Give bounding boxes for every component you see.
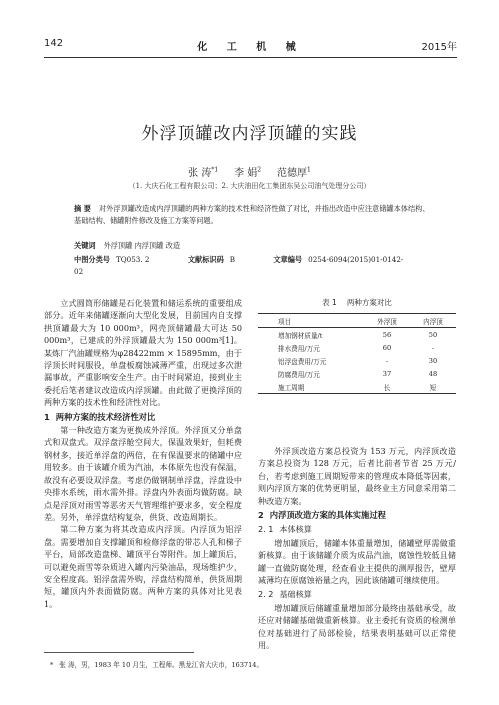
table-title: 两种方案对比	[346, 298, 392, 307]
keywords-text: 外浮顶罐 内浮顶罐 改造	[103, 241, 181, 250]
clc-value: TQ053. 2	[115, 255, 150, 264]
article-metadata	[74, 254, 434, 278]
author-affil-mark: 2	[257, 166, 262, 174]
author-name: 张 涛	[188, 168, 212, 179]
subsection-title: 基础核算	[279, 589, 312, 600]
table-cell: 48	[428, 369, 438, 378]
table-cell: 施工周期	[278, 383, 305, 392]
abstract-block	[74, 203, 435, 276]
table-cell: 铝浮盘费用/万元	[278, 357, 327, 366]
article-no-label: 文章编号	[273, 255, 303, 264]
section-heading	[44, 411, 242, 423]
table-row	[258, 328, 456, 342]
table-cell: 37	[382, 369, 392, 378]
table-cell: 长	[383, 383, 391, 392]
subsection-number: 2. 1	[258, 524, 274, 535]
author-list	[0, 164, 499, 179]
table-header-cell: 内浮顶	[423, 317, 443, 326]
body-paragraph: 外浮顶改造方案总投资为 153 万元，内浮顶改造方案总投资为 128 万元，后者比前者节省 25 万元/台，若考虑到施工周期短带来的管理成本降低等因素，则内浮顶方案的优势更明显，最终业主方同意采用第二种改造方案。	[258, 446, 456, 506]
table-cell: 增加钢材质量/t	[278, 331, 323, 340]
abstract	[74, 203, 435, 227]
section-title: 内浮顶改造方案的具体实施过程	[269, 510, 386, 521]
table-cell: -	[431, 343, 435, 352]
table-caption	[258, 297, 456, 308]
footnote-text: 张 涛，男，1983 年 10 月生，工程师。黑龙江省大庆市，163714。	[59, 661, 264, 669]
table-header-row	[258, 314, 456, 328]
subsection-number: 2. 2	[258, 589, 274, 600]
comparison-table	[258, 313, 456, 394]
table-row	[258, 354, 456, 367]
page-number: 142	[44, 38, 64, 49]
footnote-mark: *	[50, 661, 54, 669]
author-footnote	[50, 659, 263, 669]
table-cell: 排水费用/万元	[278, 344, 320, 353]
keywords	[74, 240, 180, 252]
keywords-label: 关键词	[74, 241, 96, 250]
body-paragraph: 第二种方案为将其改造成内浮顶。内浮顶为铝浮盘。需要增加自支撑罐顶和检修浮盘的带芯人孔和梯子平台，局部改造盘梯、罐顶平台等附件。加上罐顶后，可以避免雨雪等杂质进入罐内污染油品，现场维护少，安全程度高。铝浮盘需外购，浮盘结构简单，供货周期短，罐顶内外表面做防腐。两种方案的具体对比见表 1。	[44, 524, 242, 609]
publication-year: 2015年	[421, 42, 457, 53]
table-cell: 60	[382, 343, 392, 352]
abstract-text: 对外浮顶罐改造成内浮顶罐的两种方案的技术性和经济性做了对比，并指出改造中应注意储罐本体结构、基础结构、储罐附件修改及施工方案等问题。	[74, 204, 430, 225]
body-paragraph: 增加罐顶后，储罐本体重量增加，储罐壁厚需做重新核算。由于该储罐介质为成品汽油，腐蚀性较低且储罐一直做防腐处理，经查看业主提供的测厚报告，壁厚减薄均在原腐蚀裕量之内，因此该储罐可继续使用。	[258, 537, 456, 586]
subsection-title: 本体核算	[279, 524, 312, 535]
table-header-cell: 项目	[278, 317, 292, 326]
table-row	[258, 341, 456, 354]
author-affil-mark: 1	[307, 166, 311, 174]
body-paragraph: 第一种改造方案为更换成外浮顶。外浮顶又分单盘式和双盘式。双浮盘浮舱空间大，保温效果好，但耗费钢材多，接近单浮盘的两倍，在有保温要求的储罐中应用较多。由于该罐介质为汽油，本体原先也没有保温，故没有必要设双浮盘。考虑仍做钢制单浮盘，浮盘设中央排水系统，雨水需外排。浮盘内外表面均做防腐。缺点是浮顶对雨雪等恶劣天气管理维护要求多，安全程度差。另外，单浮盘结构复杂，供货、改造周期长。	[44, 425, 242, 522]
table-cell: 30	[428, 356, 438, 365]
section-number: 1	[44, 411, 50, 422]
author-affiliation: （1. 大庆石化工程有限公司；2. 大庆油田化工集团东吴公司油气处理分公司）	[128, 182, 371, 190]
section-title: 两种方案的技术经济性对比	[55, 411, 156, 422]
right-column	[258, 445, 456, 652]
section-heading	[258, 509, 456, 521]
table-cell: 50	[428, 330, 438, 339]
subsection-heading	[258, 588, 456, 600]
clc-label: 中图分类号	[74, 255, 110, 264]
abstract-label: 摘 要	[74, 204, 91, 213]
table-cell: 防腐费用/万元	[278, 370, 320, 379]
subsection-heading	[258, 523, 456, 535]
doc-code-value: B	[229, 255, 236, 264]
journal-name: 化 工 机 械	[197, 42, 304, 53]
author-affil-mark: *1	[211, 166, 219, 174]
doc-code-label: 文献标识码	[187, 255, 224, 264]
author-name: 范德厚	[277, 168, 307, 179]
table-row	[258, 367, 456, 380]
table-row	[258, 380, 456, 394]
table-cell: -	[385, 356, 389, 365]
footnote-rule	[44, 652, 194, 653]
article-no-value: 0254-6094(2015)01-0142-02	[74, 255, 404, 276]
left-column	[44, 297, 242, 610]
table-cell: 56	[382, 330, 392, 339]
author-name: 李 娟	[234, 168, 258, 179]
body-paragraph: 增加罐顶后储罐重量增加部分最终由基础承受，故还应对储罐基础做重新核算。业主委托有资质的检测单位对基础进行了局部检验，结果表明基础可以正常使用。	[258, 602, 456, 651]
section-number: 2	[258, 510, 264, 521]
header-rule	[44, 57, 457, 58]
table-header-cell: 外浮顶	[377, 317, 397, 326]
article-title: 外浮顶罐改内浮顶罐的实践	[141, 124, 358, 144]
running-header	[44, 38, 457, 54]
table-number: 表 1	[322, 298, 337, 307]
table-cell: 短	[429, 383, 437, 392]
body-paragraph: 立式圆筒形储罐是石化装置和储运系统的重要组成部分。近年来储罐逐渐向大型化发展，目前国内自支撑拱顶罐最大为 10 000m³，网壳顶储罐最大可达 50 000m³，已建成的外浮顶罐最大为 150 000m³[1]。某炼厂汽油罐规格为φ28422mm × 15895mm，由于浮顶长时间服役，单盘板腐蚀减薄严重，出现过多次泄漏事故，严重影响安全生产。由于时间紧迫，接到业主委托后笔者建议改造成内浮顶罐。由此做了更换浮顶的两种方案的技术性和经济性对比。	[44, 298, 242, 408]
